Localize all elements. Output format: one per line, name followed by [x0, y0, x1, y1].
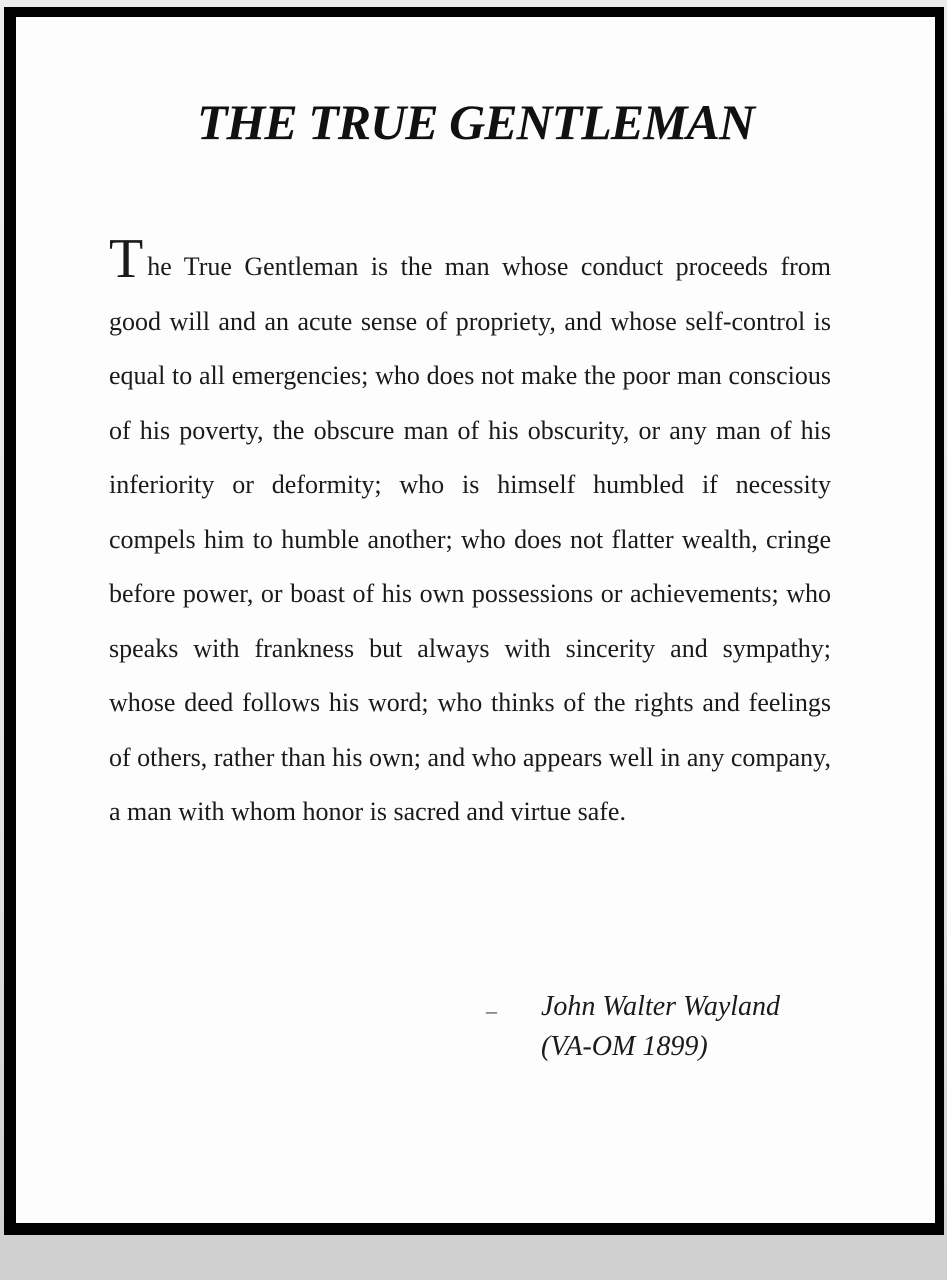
document-page — [16, 17, 935, 1223]
attribution-dash: – — [486, 998, 497, 1023]
drop-cap: T — [109, 228, 144, 290]
document-title: THE TRUE GENTLEMAN — [196, 94, 755, 150]
author-name: John Walter Wayland — [541, 991, 781, 1022]
author-chapter: (VA-OM 1899) — [541, 1031, 708, 1062]
body-paragraph — [109, 228, 831, 840]
document-border — [4, 7, 944, 1235]
body-text: he True Gentleman is the man whose conduct proceeds from good will and an acute sense of propriety, and whose self-control is equal to all emergencies; who does not make the poor man conscious of his poverty, the obscure man of his obscurity, or any man of his inferiority or deformity; who is himself humbled if necessity compels him to humble another; who does not flatter wealth, cringe before power, or boast of his own possessions or achievements; who speaks with frankness but always with sincerity and sympathy; whose deed follows his word; who thinks of the rights and feelings of others, rather than his own; and who appears well in any company, a man with whom honor is sacred and virtue safe. — [109, 252, 831, 826]
